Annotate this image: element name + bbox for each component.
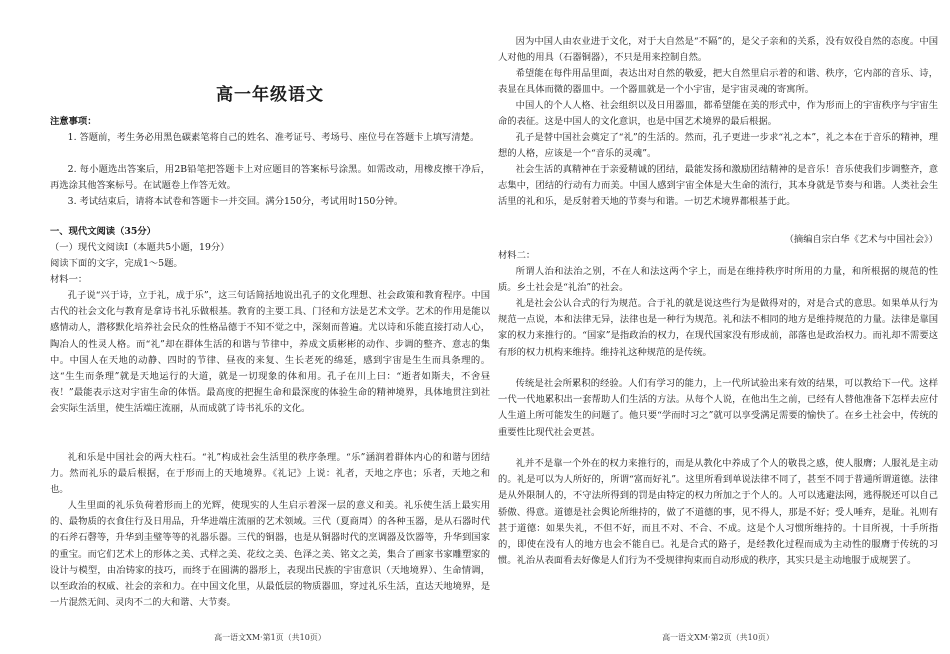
right-paragraph: 礼是社会公认合式的行为规范。合于礼的就是说这些行为是做得对的，对是合式的意思。如果单从行为规范一点说，本和法律无异，法律也是一种行为规范。礼和法不相同的地方是维持规范的力量。法律是靠国家的权力来推行的。“国家”是指政治的权力，在现代国家没有形成前，部落也是政治权力。而礼却不需要这有形的权力机构来维持。维持礼这种规范的是传统。 — [498, 298, 938, 358]
left-paragraph: 礼和乐是中国社会的两大柱石。“礼”构成社会生活里的秩序条理。“乐”涵润着群体内心的和谐与团结力。然而礼乐的最后根据，在于形而上的天地境界。《礼记》上说：礼者，天地之序也；乐者，天地之和也。 — [50, 452, 490, 496]
exam-title: 高一年级语文 — [216, 85, 324, 105]
right-paragraph: 孔子是替中国社会奠定了“礼”的生活的。然而，孔子更进一步求“礼之本”，礼之本在于音乐的精神，理想的人格，应该是一个“音乐的灵魂”。 — [498, 132, 938, 160]
material-1-label: 材料一： — [50, 274, 88, 285]
note-1: 1. 答题前，考生务必用黑色碳素笔将自己的姓名、准考证号、考场号、座位号在答题卡上填写清楚。 — [67, 132, 480, 143]
notes-heading: 注意事项： — [50, 116, 97, 127]
section-heading: 一、现代文阅读（35分） — [50, 226, 156, 237]
right-paragraph: 中国人的个人人格、社会组织以及日用器皿，都希望能在美的形式中，作为形而上的宇宙秩序与宇宙生命的表征。这是中国人的文化意识，也是中国艺术境界的最后根据。 — [498, 100, 938, 128]
right-paragraph: 所谓人治和法治之别，不在人和法这两个字上，而是在维持秩序时所用的力量，和所根据的规范的性质。乡土社会是“礼治”的社会。 — [498, 266, 938, 294]
page-2 — [498, 0, 938, 654]
left-paragraph: 孔子说“兴于诗，立于礼，成于乐”，这三句话简括地说出孔子的文化理想、社会政策和教育程序。中国古代的社会文化与教育是拿诗书礼乐做根基。教育的主要工具、门径和方法是艺术文学。艺术的作用是能以感情动人，潜移默化培养社会民众的性格品德于不知不觉之中，深刻而普遍。尤以诗和乐能直接打动人心，陶冶人的性灵人格。而“礼”却在群体生活的和谐与节律中，养成文质彬彬的动作、步调的整齐、意志的集中。中国人在天地的动静、四时的节律、昼夜的来复、生长老死的绵延，感到宇宙是生生而具条理的。这“生生而条理”就是天地运行的大道，就是一切现象的体和用。孔子在川上曰：“逝者如斯夫，不舍昼夜！”最能表示这对宇宙生命的体悟。最高度的把握生命和最深度的体验生命的精神境界，具体地贯注到社会实际生活里，使生活端庄流丽，从而成就了诗书礼乐的文化。 — [50, 290, 490, 415]
page-1 — [50, 0, 490, 654]
right-paragraph: 因为中国人由农业进于文化，对于大自然是“不隔”的，是父子亲和的关系，没有奴役自然的态度。中国人对他的用具（石器铜器），不只是用来控制自然。 — [498, 36, 938, 64]
reading-instruction: 阅读下面的文字，完成1～5题。 — [50, 258, 183, 269]
note-3: 3. 考试结束后，请将本试卷和答题卡一并交回。满分150分，考试用时150分钟。 — [67, 196, 404, 207]
right-paragraph: 传统是社会所累积的经验。人们有学习的能力，上一代所试验出来有效的结果，可以教给下一代。这样一代一代地累积出一套帮助人们生活的方法。从每个人说，在他出生之前，已经有人替他准备下怎样去应付人生道上所可能发生的问题了。他只要“学而时习之”就可以享受满足需要的愉快了。在乡土社会中，传统的重要性比现代社会更甚。 — [498, 378, 938, 438]
right-paragraph: 礼并不是靠一个外在的权力来推行的，而是从教化中养成了个人的敬畏之感，使人服膺；人服礼是主动的。礼是可以为人所好的，所谓“富而好礼”。这里所看到单说法律不同了，甚至不同于普通所谓道德。法律是从外限制人的，不守法所得到的罚是由特定的权力所加之于个人的。人可以逃避法网，逃得脱还可以自己骄傲、得意。道德是社会舆论所维持的，做了不道德的事，见不得人，那是不好；受人唾弃，是耻。礼则有甚于道德：如果失礼，不但不好，而且不对、不合、不成。这是个人习惯所维持的。十目所视，十手所指的，即使在没有人的地方也会不能自已。礼是合式的路子，是经教化过程而成为主动性的服膺于传统的习惯。礼治从表面看去好像是人们行为不受规律拘束而自动形成的秩序，其实只是主动地服于成规罢了。 — [498, 458, 938, 567]
right-paragraph: 社会生活的真精神在于亲爱精诚的团结，最能发扬和激励团结精神的是音乐！音乐使我们步调整齐，意志集中，团结的行动有力而美。中国人感到宇宙全体是大生命的流行，其本身就是节奏与和谐。人类社会生活里的礼和乐，是反射着天地的节奏与和谐。一切艺术境界都根基于此。 — [498, 164, 938, 208]
left-paragraph: 人生里面的礼乐负荷着形而上的光辉，使现实的人生启示着深一层的意义和美。礼乐使生活上最实用的、最物质的衣食住行及日用品，升华进端庄流丽的艺术领域。三代（夏商周）的各种玉器，是从石器时代的石斧石磬等，升华到圭璧等等的礼器乐器。三代的铜器，也是从铜器时代的烹调器及饮器等，升华到国家的重宝。而它们艺术上的形体之美、式样之美、花纹之美、色泽之美、铭文之美，集合了画家书家雕塑家的设计与模型，由冶铸家的技巧，而终于在圆满的器形上，表现出民族的宇宙意识（天地境界）、生命情调，以至政治的权威、社会的亲和力。在中国文化里，从最低层的物质器皿，穿过礼乐生活，直达天地境界，是一片混然无间、灵肉不二的大和谐、大节奏。 — [50, 500, 490, 609]
right-paragraph: 希望能在每件用品里面，表达出对自然的敬爱，把大自然里启示着的和谐、秩序，它内部的音乐、诗，表显在具体而微的器皿中。一个器皿就是一个小宇宙，是宇宙灵魂的寄寓所。 — [498, 68, 938, 96]
material-2-label: 材料二： — [498, 250, 536, 261]
page-footer: 高一语文XM·第2页（共10页） — [662, 633, 774, 642]
note-2: 2. 每小题选出答案后，用2B铅笔把答题卡上对应题目的答案标号涂黑。如需改动，用橡皮擦干净后，再选涂其他答案标号。在试题卷上作答无效。 — [50, 164, 490, 192]
subsection-heading: （一）现代文阅读Ⅰ（本题共5小题，19分） — [50, 242, 230, 253]
source-citation: （摘编自宗白华《艺术与中国社会》） — [784, 234, 938, 245]
page-footer: 高一语文XM·第1页（共10页） — [214, 633, 326, 642]
